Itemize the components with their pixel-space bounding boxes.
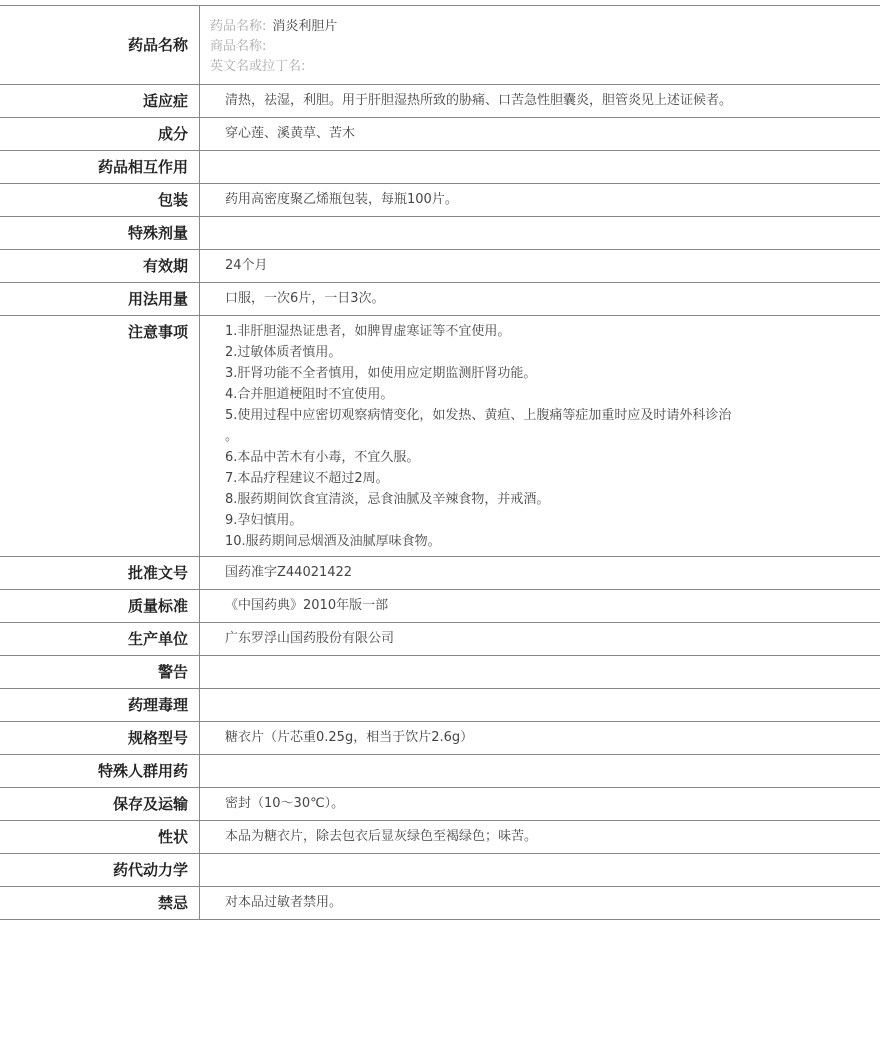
- precaution-line: 9.孕妇慎用。: [225, 513, 303, 528]
- field-label: 用法用量: [0, 283, 200, 315]
- precaution-line: 5.使用过程中应密切观察病情变化，如发热、黄疸、上腹痛等症加重时应及时请外科诊治: [225, 408, 732, 423]
- latin-name-key: 英文名或拉丁名:: [210, 59, 306, 74]
- row-specification: [0, 722, 880, 755]
- field-label: 注意事项: [0, 316, 200, 556]
- field-value: [200, 854, 880, 886]
- generic-name-value: 消炎利胆片: [272, 19, 338, 34]
- row-contraindications: [0, 887, 880, 920]
- field-label: 成分: [0, 118, 200, 150]
- row-usage-dosage: [0, 283, 880, 316]
- field-value: [200, 689, 880, 721]
- field-value: [200, 6, 880, 84]
- field-value: 清热，祛湿，利胆。用于肝胆湿热所致的胁痛、口苦急性胆囊炎，胆管炎见上述证候者。: [225, 93, 733, 108]
- trade-name-line: [210, 37, 880, 57]
- field-label: 警告: [0, 656, 200, 688]
- generic-name-key: 药品名称:: [210, 19, 267, 34]
- field-value: [200, 316, 880, 556]
- field-value: 密封（10～30℃）。: [225, 796, 345, 811]
- precaution-line: 。: [225, 429, 239, 444]
- field-value: 本品为糖衣片，除去包衣后显灰绿色至褐绿色；味苦。: [225, 829, 538, 844]
- field-label: 禁忌: [0, 887, 200, 919]
- field-label: 规格型号: [0, 722, 200, 754]
- row-approval-number: [0, 557, 880, 590]
- field-value: 穿心莲、溪黄草、苦木: [225, 126, 356, 141]
- row-description: [0, 821, 880, 854]
- field-label: 质量标准: [0, 590, 200, 622]
- row-special-populations: [0, 755, 880, 788]
- row-packaging: [0, 184, 880, 217]
- field-value: 广东罗浮山国药股份有限公司: [225, 631, 395, 646]
- field-value: 《中国药典》2010年版一部: [225, 598, 389, 613]
- field-label: 生产单位: [0, 623, 200, 655]
- precaution-line: 10.服药期间忌烟酒及油腻厚味食物。: [225, 534, 441, 549]
- precaution-line: 6.本品中苦木有小毒，不宜久服。: [225, 450, 420, 465]
- field-label: 适应症: [0, 85, 200, 117]
- field-label: 有效期: [0, 250, 200, 282]
- field-value: [200, 151, 880, 183]
- field-label: 特殊人群用药: [0, 755, 200, 787]
- field-label: 性状: [0, 821, 200, 853]
- precaution-line: 4.合并胆道梗阻时不宜使用。: [225, 387, 394, 402]
- precaution-line: 2.过敏体质者慎用。: [225, 345, 342, 360]
- precaution-line: 7.本品疗程建议不超过2周。: [225, 471, 389, 486]
- precaution-line: 8.服药期间饮食宜清淡，忌食油腻及辛辣食物，并戒酒。: [225, 492, 550, 507]
- trade-name-key: 商品名称:: [210, 39, 267, 54]
- row-special-dosage: [0, 217, 880, 250]
- field-label: 药理毒理: [0, 689, 200, 721]
- row-warning: [0, 656, 880, 689]
- field-value: [200, 217, 880, 249]
- generic-name-line: [210, 17, 880, 37]
- field-label: 保存及运输: [0, 788, 200, 820]
- field-value: 24个月: [225, 258, 268, 273]
- field-value: 对本品过敏者禁用。: [225, 895, 343, 910]
- precaution-line: 3.肝肾功能不全者慎用，如使用应定期监测肝肾功能。: [225, 366, 537, 381]
- row-quality-standard: [0, 590, 880, 623]
- field-value: [200, 755, 880, 787]
- field-label: 包装: [0, 184, 200, 216]
- field-label: 药品相互作用: [0, 151, 200, 183]
- field-label: 药品名称: [0, 6, 200, 84]
- row-precautions: [0, 316, 880, 557]
- row-shelf-life: [0, 250, 880, 283]
- field-value: 糖衣片（片芯重0.25g，相当于饮片2.6g）: [225, 730, 474, 745]
- drug-info-table: [0, 5, 880, 920]
- field-label: 批准文号: [0, 557, 200, 589]
- field-label: 特殊剂量: [0, 217, 200, 249]
- field-value: 国药准字Z44021422: [225, 565, 353, 580]
- row-storage: [0, 788, 880, 821]
- row-pharmacokinetics: [0, 854, 880, 887]
- field-value: [200, 656, 880, 688]
- row-ingredients: [0, 118, 880, 151]
- row-indications: [0, 85, 880, 118]
- field-value: 药用高密度聚乙烯瓶包装，每瓶100片。: [225, 192, 458, 207]
- field-label: 药代动力学: [0, 854, 200, 886]
- latin-name-line: [210, 57, 880, 77]
- field-value: 口服，一次6片，一日3次。: [225, 291, 385, 306]
- precaution-line: 1.非肝胆湿热证患者，如脾胃虚寒证等不宜使用。: [225, 324, 511, 339]
- row-drug-name: [0, 6, 880, 85]
- row-interactions: [0, 151, 880, 184]
- row-manufacturer: [0, 623, 880, 656]
- row-pharmacology: [0, 689, 880, 722]
